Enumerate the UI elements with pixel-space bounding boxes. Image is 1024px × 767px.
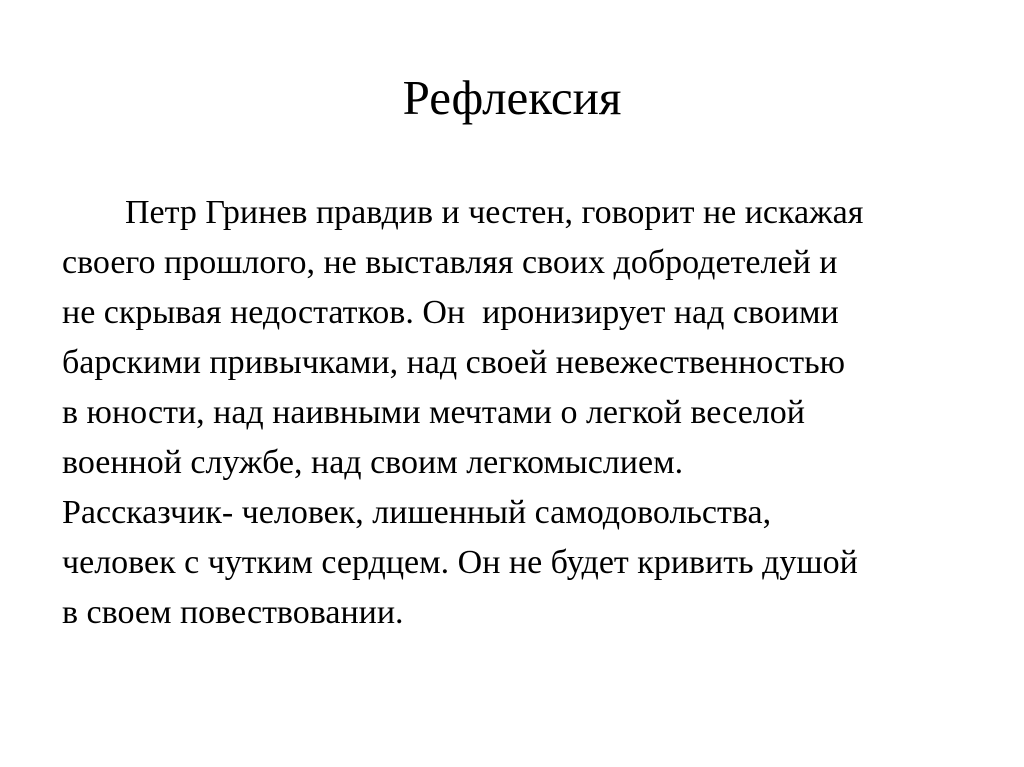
body-line: барскими привычками, над своей невежественностью xyxy=(62,344,845,381)
body-line: Петр Гринев правдив и честен, говорит не искажая xyxy=(125,194,864,231)
body-line: в своем повествовании. xyxy=(62,594,404,631)
body-line: не скрывая недостатков. Он иронизирует над своими xyxy=(62,294,839,331)
body-line: в юности, над наивными мечтами о легкой веселой xyxy=(62,394,805,431)
body-line: человек с чутким сердцем. Он не будет кривить душой xyxy=(62,544,858,581)
body-line: Рассказчик- человек, лишенный самодовольства, xyxy=(62,494,772,531)
body-line: военной службе, над своим легкомыслием. xyxy=(62,444,684,481)
slide-title: Рефлексия xyxy=(402,70,622,125)
body-line: своего прошлого, не выставляя своих добродетелей и xyxy=(62,244,838,281)
slide-body xyxy=(62,188,1002,638)
